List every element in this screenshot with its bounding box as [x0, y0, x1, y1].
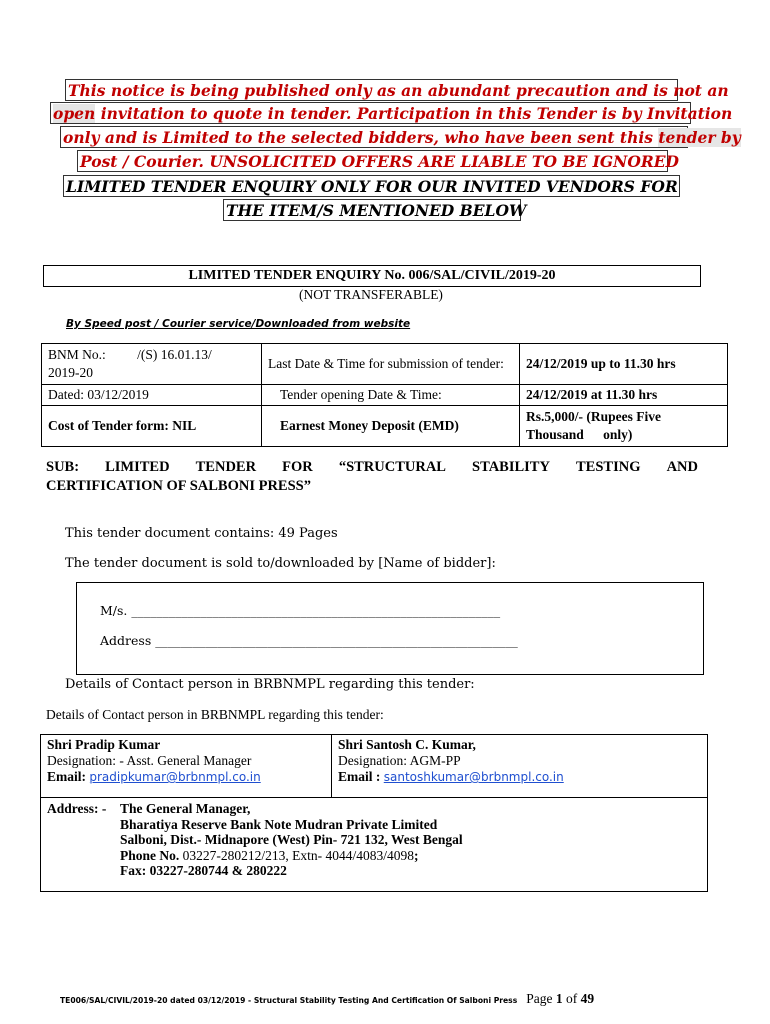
phone-value: 03227-280212/213, Extn- 4044/4083/4098	[179, 847, 415, 863]
bnm-value: /(S) 16.01.13/	[137, 347, 212, 362]
phone-label: Phone No.	[120, 847, 180, 863]
address-line-1: The General Manager,	[120, 801, 251, 816]
subject-line-2: CERTIFICATION OF SALBONI PRESS”	[46, 478, 311, 494]
subject-word-6: STABILITY	[472, 459, 550, 475]
notice-line-5	[63, 175, 680, 197]
contact-2-name: Shri Santosh C. Kumar,	[338, 737, 476, 752]
tender-number: LIMITED TENDER ENQUIRY No. 006/SAL/CIVIL/2019-20	[188, 268, 556, 283]
notice-text-2a: open	[53, 104, 96, 123]
address-block	[120, 801, 463, 879]
address-line-3: Salboni, Dist.- Midnapore (West) Pin- 721 132, West Bengal	[120, 832, 463, 847]
notice-line-1	[65, 79, 729, 101]
tender-info-table	[41, 343, 728, 447]
contact-intro-1: Details of Contact person in BRBNMPL regarding this tender:	[65, 677, 475, 692]
contact-1-email-label: Email:	[47, 769, 90, 784]
bnm-cell	[42, 344, 262, 385]
not-transferable: (NOT TRANSFERABLE)	[299, 287, 443, 302]
phone-end: ;	[414, 847, 419, 863]
address-field[interactable]: Address __________________________________________________________	[100, 633, 518, 648]
contact-1-email-link[interactable]: pradipkumar@brbnmpl.co.in	[89, 770, 261, 784]
contact-1-name: Shri Pradip Kumar	[47, 737, 161, 752]
footer-reference: TE006/SAL/CIVIL/2019-20 dated 03/12/2019 - Structural Stability Testing And Certification Of Salboni Press	[60, 996, 518, 1005]
page-label	[526, 991, 594, 1006]
opening-label-cell	[262, 385, 520, 406]
footer	[60, 990, 594, 1008]
contact-2-email-link[interactable]: santoshkumar@brbnmpl.co.in	[383, 770, 564, 784]
notice-line-6	[223, 199, 527, 221]
ms-field[interactable]: M/s. ___________________________________________________________	[100, 603, 501, 618]
delivery-mode: By Speed post / Courier service/Downloaded from website	[66, 318, 411, 330]
phone-line	[120, 848, 463, 864]
contact-2-email-label: Email :	[338, 769, 384, 784]
address-label: Address: -	[47, 801, 107, 816]
contact-divider-vertical	[331, 734, 332, 798]
subject-word-2: LIMITED	[105, 459, 170, 475]
emd-value-2: Thousand	[526, 427, 584, 442]
notice-text-3b: tender by	[658, 128, 741, 147]
fax-line: Fax: 03227-280744 & 280222	[120, 863, 287, 878]
notice-text-3a: only and is Limited to the selected bidders, who have been sent this	[63, 128, 659, 147]
subject-word-5: “STRUCTURAL	[338, 459, 446, 475]
last-date-value-cell	[520, 344, 728, 385]
contact-intro-2: Details of Contact person in BRBNMPL regarding this tender:	[46, 707, 384, 722]
subject-word-8: AND	[666, 459, 698, 475]
last-date-value: 24/12/2019 up to 11.30 hrs	[526, 356, 676, 371]
page-word: Page	[526, 991, 553, 1006]
contact-1-email-row	[47, 769, 261, 785]
bnm-label: BNM No.:	[48, 347, 106, 362]
notice-line-4	[77, 150, 679, 172]
contact-2	[338, 737, 564, 785]
notice-line-3	[60, 126, 741, 148]
contact-1-designation: Designation: - Asst. General Manager	[47, 753, 252, 768]
contact-2-email-row	[338, 769, 564, 785]
page-number: 1	[555, 991, 563, 1006]
notice-text-2b: invitation to quote in tender. Participation in this Tender is by Invitation	[95, 104, 733, 123]
total-pages: 49	[580, 991, 595, 1006]
notice-text-6: THE ITEM/S MENTIONED BELOW	[226, 201, 527, 220]
contact-1	[47, 737, 261, 785]
emd-label-cell	[262, 406, 520, 447]
last-date-label-cell	[262, 344, 520, 385]
notice-text-5: LIMITED TENDER ENQUIRY ONLY FOR OUR INVITED VENDORS FOR	[66, 177, 678, 196]
contact-divider-horizontal	[40, 797, 708, 798]
notice-line-2	[50, 102, 733, 124]
opening-value-cell	[520, 385, 728, 406]
dated: Dated: 03/12/2019	[48, 387, 149, 402]
page-count-text: This tender document contains: 49 Pages	[65, 526, 338, 541]
notice-text-1: This notice is being published only as an abundant precaution and is not an	[68, 81, 729, 100]
last-date-label: Last Date & Time for submission of tender:	[268, 356, 504, 371]
emd-value-3: only)	[603, 427, 633, 442]
address-line-2: Bharatiya Reserve Bank Note Mudran Private Limited	[120, 816, 438, 832]
of-word: of	[565, 991, 578, 1006]
bnm-year: 2019-20	[48, 365, 93, 380]
subject-word-3: TENDER	[195, 459, 257, 475]
cost: Cost of Tender form: NIL	[48, 418, 197, 433]
contact-2-designation: Designation: AGM-PP	[338, 753, 461, 768]
notice-text-4: Post / Courier. UNSOLICITED OFFERS ARE LIABLE TO BE IGNORED	[80, 152, 679, 171]
emd-label: Earnest Money Deposit (EMD)	[280, 418, 459, 433]
emd-value-1: Rs.5,000/- (Rupees Five	[526, 409, 661, 424]
subject-word-7: TESTING	[576, 459, 641, 475]
dated-cell	[42, 385, 262, 406]
tender-number-box	[43, 265, 701, 287]
opening-value: 24/12/2019 at 11.30 hrs	[526, 387, 658, 402]
subject-word-4: FOR	[282, 459, 313, 475]
bidder-box	[76, 582, 704, 675]
opening-label: Tender opening Date & Time:	[280, 387, 442, 402]
sold-to-text: The tender document is sold to/downloaded by [Name of bidder]:	[65, 556, 496, 571]
subject-word-1: SUB:	[46, 459, 80, 475]
emd-value-cell	[520, 406, 728, 447]
cost-cell	[42, 406, 262, 447]
subject-line-1	[46, 459, 698, 476]
